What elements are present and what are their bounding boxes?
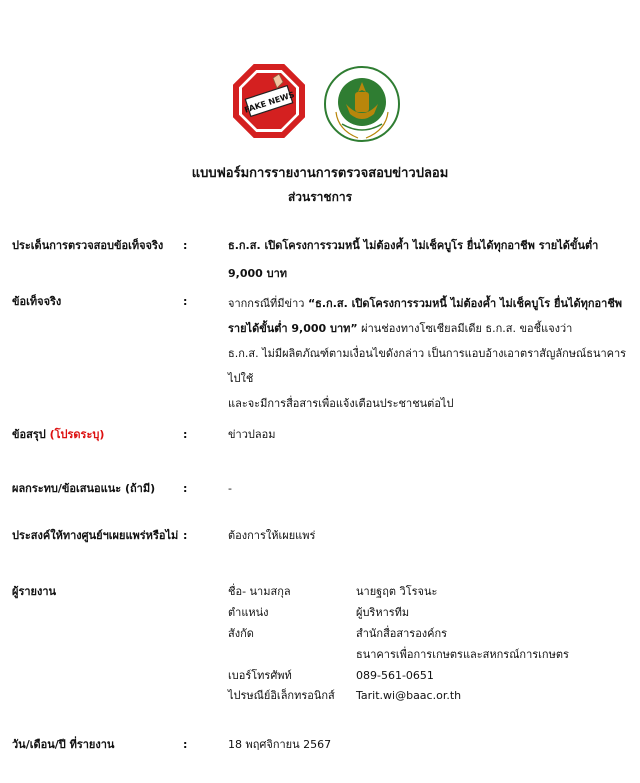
impact-colon: :	[183, 482, 188, 495]
ministry-emblem-logo	[322, 64, 402, 144]
svg-text:FAKE NEWS: FAKE NEWS	[243, 90, 296, 115]
reporter-email-label: ไปรษณีย์อิเล็กทรอนิกส์	[228, 689, 335, 702]
fact-line1-bold: “ธ.ก.ส. เปิดโครงการรวมหนี้ ไม่ต้องค้ำ ไม่เช็คบูโร ยื่นได้ทุกอาชีพ	[307, 297, 623, 310]
conclusion-colon: :	[183, 428, 188, 441]
fact-label: ข้อเท็จจริง	[12, 295, 62, 308]
fact-line4: และจะมีการสื่อสารเพื่อแจ้งเตือนประชาชนต่อไป	[228, 397, 454, 410]
reporter-affiliation-label: สังกัด	[228, 627, 254, 640]
fact-value	[228, 291, 628, 416]
date-value: 18 พฤศจิกายน 2567	[228, 738, 332, 751]
reporter-name-value: นายฐฤต วิโรจนะ	[356, 585, 438, 598]
fact-line2	[228, 316, 628, 341]
reporter-name-label: ชื่อ- นามสกุล	[228, 585, 291, 598]
reporter-label: ผู้รายงาน	[12, 585, 57, 598]
fact-line1-pre: จากกรณีที่มีข่าว	[228, 297, 308, 310]
conclusion-value: ข่าวปลอม	[228, 428, 276, 441]
fact-line2-bold: รายได้ขั้นต่ำ 9,000 บาท”	[228, 322, 358, 335]
reporter-email-value: Tarit.wi@baac.or.th	[356, 689, 462, 702]
date-label: วัน/เดือน/ปี ที่รายงาน	[12, 738, 115, 751]
reporter-affiliation-value1: สำนักสื่อสารองค์กร	[356, 627, 448, 640]
impact-label: ผลกระทบ/ข้อเสนอแนะ (ถ้ามี)	[12, 482, 156, 495]
publish-label: ประสงค์ให้ทางศูนย์ฯเผยแพร่หรือไม่	[12, 529, 179, 542]
reporter-position-label: ตำแหน่ง	[228, 606, 269, 619]
issue-value-line1: ธ.ก.ส. เปิดโครงการรวมหนี้ ไม่ต้องค้ำ ไม่เช็คบูโร ยื่นได้ทุกอาชีพ รายได้ขั้นต่ำ	[228, 239, 599, 252]
fact-colon: :	[183, 295, 188, 308]
issue-value	[228, 235, 628, 285]
date-colon: :	[183, 738, 188, 751]
anti-fake-news-logo	[233, 64, 305, 140]
issue-value-line2: 9,000 บาท	[228, 267, 288, 280]
page-subtitle: ส่วนราชการ	[287, 190, 353, 204]
impact-value: -	[228, 482, 232, 495]
conclusion-label-text: ข้อสรุป	[12, 428, 46, 441]
reporter-phone-value: 089-561-0651	[356, 669, 434, 682]
page-title: แบบฟอร์มการรายงานการตรวจสอบข่าวปลอม	[191, 166, 449, 181]
fact-line1	[228, 291, 628, 316]
publish-value: ต้องการให้เผยแพร่	[228, 529, 316, 542]
reporter-phone-label: เบอร์โทรศัพท์	[228, 669, 292, 682]
conclusion-label-note: (โปรดระบุ)	[49, 428, 105, 441]
reporter-position-value: ผู้บริหารทีม	[356, 606, 410, 619]
publish-colon: :	[183, 529, 188, 542]
logo-bar	[0, 64, 640, 144]
reporter-affiliation-value2: ธนาคารเพื่อการเกษตรและสหกรณ์การเกษตร	[356, 648, 569, 661]
issue-label: ประเด็นการตรวจสอบข้อเท็จจริง	[12, 239, 164, 252]
fact-line2-post: ผ่านช่องทางโซเชียลมีเดีย ธ.ก.ส. ขอชี้แจงว่า	[357, 322, 573, 335]
fact-line3: ธ.ก.ส. ไม่มีผลิตภัณฑ์ตามเงื่อนไขดังกล่าว เป็นการแอบอ้างเอาตราสัญลักษณ์ธนาคารไปใช้	[228, 347, 627, 385]
issue-colon: :	[183, 239, 188, 252]
conclusion-label	[12, 424, 104, 446]
